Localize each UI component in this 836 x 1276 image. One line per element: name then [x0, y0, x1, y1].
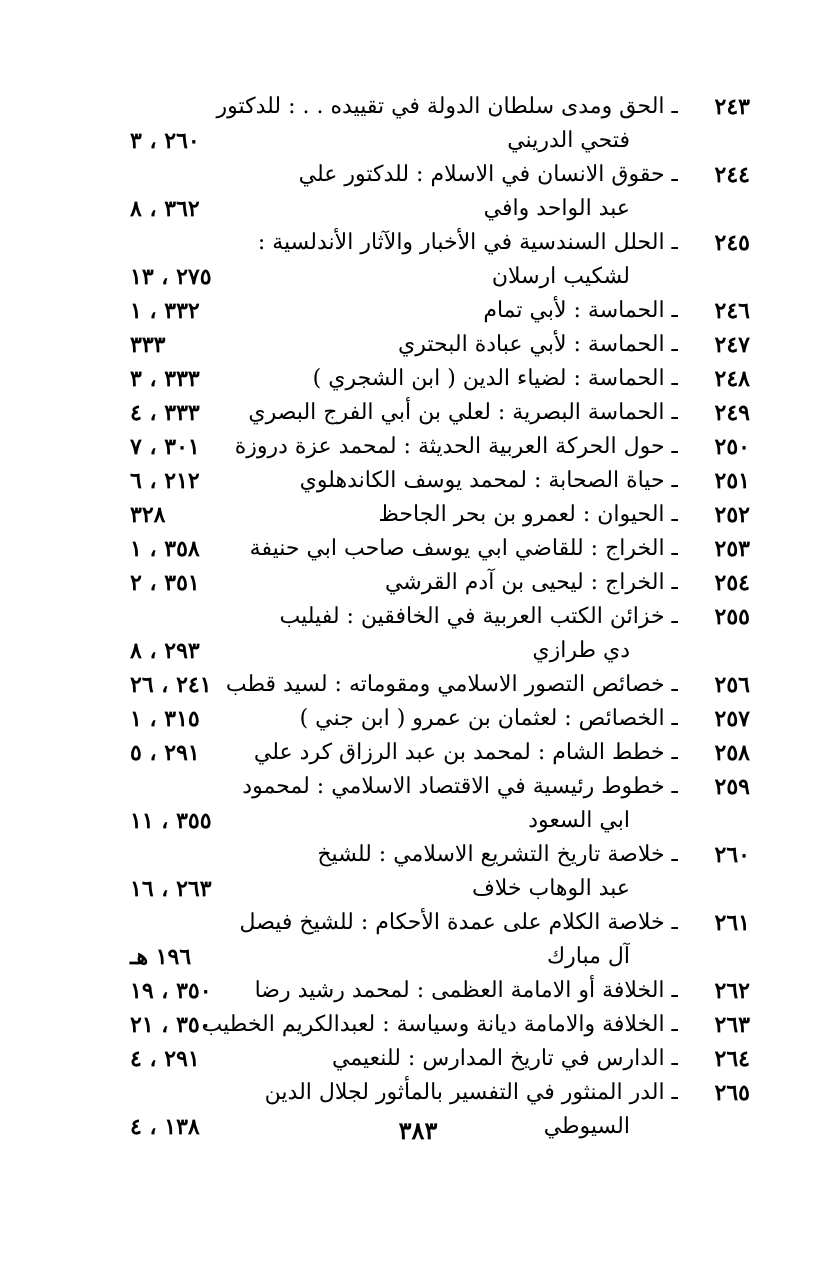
entry-title-continuation: آل مبارك	[547, 944, 630, 969]
index-entry-continuation	[120, 804, 750, 838]
page-reference: ٢٩١ ، ٤	[130, 1046, 200, 1072]
page-reference: ٣٣٢ ، ١	[130, 298, 200, 324]
page-reference: ٣٦٢ ، ٨	[130, 196, 200, 222]
page-reference: ٢٩٣ ، ٨	[130, 638, 200, 664]
entry-number: ٢٥٥	[714, 604, 750, 630]
entry-title-continuation: السيوطي	[543, 1114, 630, 1139]
page-reference: ٣٥٠ ، ٢١	[130, 1012, 212, 1038]
index-entry-continuation	[120, 872, 750, 906]
entry-title-continuation: عبد الواحد وافي	[483, 196, 630, 221]
page-reference: ٣٥١ ، ٢	[130, 570, 200, 596]
entry-number: ٢٥٣	[714, 536, 750, 562]
page-reference: ٣٠١ ، ٧	[130, 434, 200, 460]
entry-title: ـ حول الحركة العربية الحديثة : لمحمد عزة دروزة	[234, 434, 678, 459]
index-entry	[120, 90, 750, 124]
page-reference: ٢١٢ ، ٦	[130, 468, 200, 494]
entry-number: ٢٤٩	[714, 400, 750, 426]
page-reference: ٣٢٨	[130, 502, 166, 528]
entry-title: ـ حقوق الانسان في الاسلام : للدكتور علي	[298, 162, 678, 187]
entry-title-continuation: دي طرازي	[532, 638, 630, 663]
entry-title: ـ الحماسة : لأبي عبادة البحتري	[398, 332, 678, 357]
index-entry	[120, 430, 750, 464]
entry-title: ـ الحق ومدى سلطان الدولة في تقييده . . : للدكتور	[216, 94, 678, 119]
index-entry	[120, 1042, 750, 1076]
index-entry-continuation	[120, 192, 750, 226]
page-reference: ٣١٥ ، ١	[130, 706, 200, 732]
entry-number: ٢٦١	[714, 910, 750, 936]
index-entry-continuation	[120, 940, 750, 974]
page-reference: ٣٣٣	[130, 332, 166, 358]
index-entry	[120, 1008, 750, 1042]
entry-title-continuation: فتحي الدريني	[507, 128, 630, 153]
entry-number: ٢٤٥	[714, 230, 750, 256]
index-entry	[120, 464, 750, 498]
index-entry	[120, 1076, 750, 1110]
index-entry	[120, 532, 750, 566]
index-entry	[120, 668, 750, 702]
index-entry	[120, 974, 750, 1008]
entry-title: ـ الدر المنثور في التفسير بالمأثور لجلال الدين	[264, 1080, 678, 1105]
index-entry	[120, 600, 750, 634]
index-entry	[120, 362, 750, 396]
entry-title: ـ الخراج : ليحيى بن آدم القرشي	[384, 570, 678, 595]
entry-number: ٢٤٦	[714, 298, 750, 324]
page-number: ٣٨٣	[398, 1116, 438, 1145]
entry-title: ـ خلاصة تاريخ التشريع الاسلامي : للشيخ	[317, 842, 678, 867]
index-entry	[120, 736, 750, 770]
entry-title-continuation: لشكيب ارسلان	[491, 264, 630, 289]
entry-title-continuation: ابي السعود	[528, 808, 630, 833]
index-entry-continuation	[120, 260, 750, 294]
index-entry	[120, 702, 750, 736]
page-reference: ٢٧٥ ، ١٣	[130, 264, 212, 290]
page-reference: ٣٥٥ ، ١١	[130, 808, 212, 834]
entry-title: ـ الخلافة أو الامامة العظمى : لمحمد رشيد رضا	[254, 978, 678, 1003]
entry-title: ـ حياة الصحابة : لمحمد يوسف الكاندهلوي	[299, 468, 678, 493]
entry-number: ٢٥٢	[714, 502, 750, 528]
page-reference: ٣٥٠ ، ١٩	[130, 978, 212, 1004]
index-entry-continuation	[120, 634, 750, 668]
entry-number: ٢٤٤	[714, 162, 750, 188]
index-entry	[120, 770, 750, 804]
entry-title: ـ الخصائص : لعثمان بن عمرو ( ابن جني )	[299, 706, 678, 731]
entry-number: ٢٦٠	[714, 842, 750, 868]
index-entry-continuation	[120, 124, 750, 158]
entry-title: ـ الحلل السندسية في الأخبار والآثار الأندلسية :	[257, 230, 678, 255]
entry-number: ٢٤٨	[714, 366, 750, 392]
entry-title: ـ خزائن الكتب العربية في الخافقين : لفيليب	[279, 604, 678, 629]
entry-title: ـ خطوط رئيسية في الاقتصاد الاسلامي : لمحمود	[242, 774, 678, 799]
entry-title: ـ الحيوان : لعمرو بن بحر الجاحظ	[378, 502, 678, 527]
entry-number: ٢٥٠	[714, 434, 750, 460]
index-entry	[120, 158, 750, 192]
entry-number: ٢٥١	[714, 468, 750, 494]
entry-number: ٢٥٧	[714, 706, 750, 732]
entry-title: ـ الحماسة : لأبي تمام	[483, 298, 678, 323]
page-reference: ١٣٨ ، ٤	[130, 1114, 200, 1140]
page-reference: ٣٣٣ ، ٣	[130, 366, 200, 392]
index-entry	[120, 396, 750, 430]
index-entry	[120, 226, 750, 260]
page-reference: ٢٩١ ، ٥	[130, 740, 200, 766]
page-reference: ٢٦٣ ، ١٦	[130, 876, 212, 902]
entry-title: ـ خطط الشام : لمحمد بن عبد الرزاق كرد علي	[253, 740, 678, 765]
entry-title: ـ الخلافة والامامة ديانة وسياسة : لعبدالكريم الخطيب	[201, 1012, 678, 1037]
index-entry	[120, 294, 750, 328]
entry-title: ـ الحماسة : لضياء الدين ( ابن الشجري )	[312, 366, 678, 391]
page-reference: ٣٣٣ ، ٤	[130, 400, 200, 426]
entry-number: ٢٥٤	[714, 570, 750, 596]
index-entry	[120, 906, 750, 940]
entry-title: ـ الدارس في تاريخ المدارس : للنعيمي	[331, 1046, 678, 1071]
page-reference: ٢٦٠ ، ٣	[130, 128, 200, 154]
index-entry	[120, 838, 750, 872]
entry-number: ٢٤٣	[714, 94, 750, 120]
index-entry	[120, 566, 750, 600]
entry-number: ٢٥٩	[714, 774, 750, 800]
entry-title: ـ الخراج : للقاضي ابي يوسف صاحب ابي حنيفة	[249, 536, 678, 561]
index-entry	[120, 328, 750, 362]
page-reference: ١٩٦ هـ	[130, 944, 192, 970]
page-reference: ٢٤١ ، ٢٦	[130, 672, 212, 698]
entry-number: ٢٦٤	[714, 1046, 750, 1072]
entry-number: ٢٤٧	[714, 332, 750, 358]
entry-number: ٢٥٦	[714, 672, 750, 698]
entry-title-continuation: عبد الوهاب خلاف	[471, 876, 630, 901]
entry-title: ـ خلاصة الكلام على عمدة الأحكام : للشيخ فيصل	[239, 910, 678, 935]
entry-number: ٢٥٨	[714, 740, 750, 766]
index-entry	[120, 498, 750, 532]
entry-number: ٢٦٢	[714, 978, 750, 1004]
entry-number: ٢٦٥	[714, 1080, 750, 1106]
entry-title: ـ خصائص التصور الاسلامي ومقوماته : لسيد قطب	[225, 672, 678, 697]
page-reference: ٣٥٨ ، ١	[130, 536, 200, 562]
entry-number: ٢٦٣	[714, 1012, 750, 1038]
entry-title: ـ الحماسة البصرية : لعلي بن أبي الفرج البصري	[248, 400, 678, 425]
